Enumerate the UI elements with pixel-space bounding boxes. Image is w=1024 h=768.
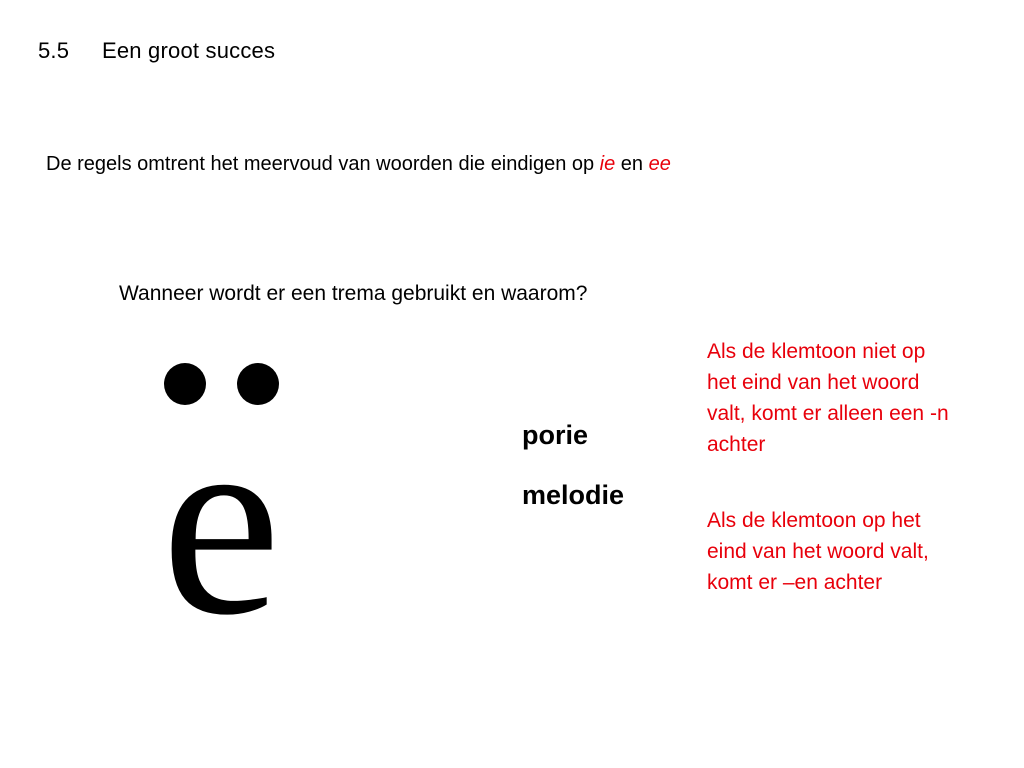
trema-letter bbox=[128, 330, 318, 630]
example-word-porie: porie bbox=[522, 420, 589, 450]
section-title: Een groot succes bbox=[102, 38, 276, 63]
rule-no-stress: Als de klemtoon niet op het eind van het woord valt, komt er alleen een -n achter bbox=[707, 340, 949, 456]
section-number: 5.5 bbox=[38, 38, 70, 63]
ending-ee: ee bbox=[648, 153, 671, 175]
rule-stress-end: Als de klemtoon op het eind van het woord valt, komt er –en achter bbox=[707, 509, 929, 594]
question: Wanneer wordt er een trema gebruikt en waarom? bbox=[119, 282, 588, 305]
subtitle bbox=[46, 153, 671, 176]
subtitle-connector: en bbox=[615, 153, 649, 175]
section-heading bbox=[38, 38, 275, 64]
trema-letter-glyph: e bbox=[161, 372, 281, 630]
ending-ie: ie bbox=[599, 153, 616, 175]
subtitle-text: De regels omtrent het meervoud van woorden die eindigen op bbox=[46, 153, 600, 175]
example-word-melodie: melodie bbox=[522, 480, 625, 510]
